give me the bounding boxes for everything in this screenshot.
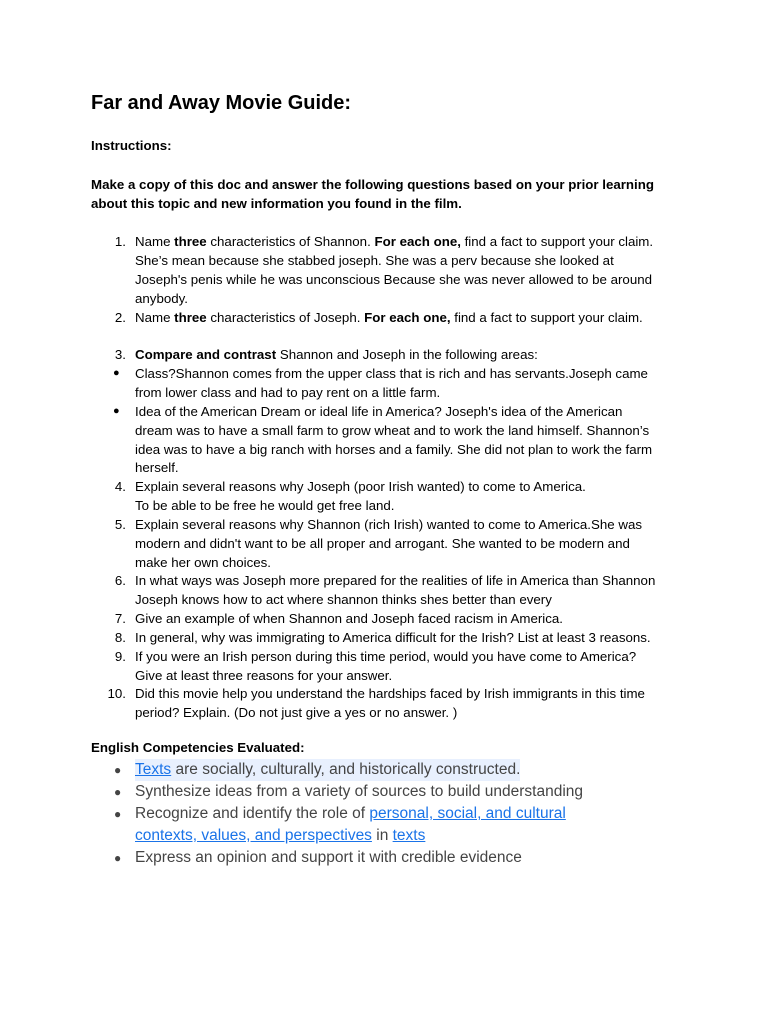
instructions-label: Instructions: xyxy=(91,138,172,153)
competency-3: Recognize and identify the role of personal, social, and cultural xyxy=(135,805,566,822)
question-number: 2. xyxy=(114,310,126,325)
question-7-text: Give an example of when Shannon and Joseph faced racism in America. xyxy=(135,611,563,626)
contexts-link-cont[interactable]: contexts, values, and perspectives xyxy=(135,827,372,844)
answer-line: Class?Shannon comes from the upper class that is rich and has servants.Joseph came xyxy=(135,366,648,381)
answer-line: Joseph knows how to act where shannon thinks shes better than every xyxy=(135,592,552,607)
question-number: 5. xyxy=(114,517,126,532)
answer-line: anybody. xyxy=(135,291,188,306)
question-number: 7. xyxy=(114,611,126,626)
answer-line: Joseph's penis while he was unconscious Because she was never allowed to be around xyxy=(135,272,653,287)
bullet-icon: ● xyxy=(114,763,122,777)
bullet-icon: ● xyxy=(113,405,120,417)
question-5-text: Explain several reasons why Shannon (rich Irish) wanted to come to America.She was xyxy=(135,517,643,532)
competency-3-cont: contexts, values, and perspectives in texts xyxy=(135,827,426,844)
page-title: Far and Away Movie Guide: xyxy=(91,92,352,114)
question-9-text-cont: Give at least three reasons for your answer. xyxy=(135,668,393,683)
question-number: 6. xyxy=(114,573,126,588)
bullet-icon: ● xyxy=(114,785,122,799)
competency-2: Synthesize ideas from a variety of sources to build understanding xyxy=(135,783,584,800)
question-number: 3. xyxy=(114,347,126,362)
question-2-text: Name three characteristics of Joseph. For each one, find a fact to support your claim. xyxy=(135,310,643,325)
question-6-text: In what ways was Joseph more prepared for the realities of life in America than Shannon xyxy=(135,573,656,588)
competency-1: Texts are socially, culturally, and historically constructed. xyxy=(135,759,520,781)
question-4-text: Explain several reasons why Joseph (poor Irish wanted) to come to America. xyxy=(135,479,586,494)
question-10-text-cont: period? Explain. (Do not just give a yes or no answer. ) xyxy=(135,705,458,720)
answer-line: modern and didn't want to be all proper and arrogant. She wanted to be modern and xyxy=(135,536,630,551)
intro-paragraph: Make a copy of this doc and answer the following questions based on your prior learning about this topic and new information you found in the film. xyxy=(91,177,654,211)
question-number: 8. xyxy=(114,630,126,645)
texts-link[interactable]: Texts xyxy=(135,761,172,778)
contexts-link[interactable]: personal, social, and cultural xyxy=(369,805,566,822)
bullet-icon: ● xyxy=(114,851,122,865)
question-number: 9. xyxy=(114,649,126,664)
answer-line: To be able to be free he would get free land. xyxy=(135,498,395,513)
question-10-text: Did this movie help you understand the hardships faced by Irish immigrants in this time xyxy=(135,686,645,701)
competency-4: Express an opinion and support it with credible evidence xyxy=(135,849,522,866)
answer-line: Idea of the American Dream or ideal life in America? Joseph's idea of the American xyxy=(135,404,623,419)
question-number: 10. xyxy=(107,686,126,701)
question-1-text: Name three characteristics of Shannon. For each one, find a fact to support your claim. xyxy=(135,234,654,249)
question-9-text: If you were an Irish person during this time period, would you have come to America? xyxy=(135,649,637,664)
question-number: 4. xyxy=(114,479,126,494)
answer-line: make her own choices. xyxy=(135,555,271,570)
answer-line: She’s mean because she stabbed joseph. She was a perv because she looked at xyxy=(135,253,614,268)
question-number: 1. xyxy=(114,234,126,249)
texts-link-2[interactable]: texts xyxy=(392,827,426,844)
bullet-icon: ● xyxy=(114,807,122,821)
answer-line: dream was to have a small farm to grow wheat and to work the land himself. Shannon’s xyxy=(135,423,650,438)
answer-line: idea was to have a big ranch with horses and a family. She did not plan to work the farm xyxy=(135,442,653,457)
answer-line: herself. xyxy=(135,460,179,475)
question-3-text: Compare and contrast Shannon and Joseph in the following areas: xyxy=(135,347,538,362)
question-8-text: In general, why was immigrating to America difficult for the Irish? List at least 3 reasons. xyxy=(135,630,651,645)
answer-line: from lower class and had to pay rent on a little farm. xyxy=(135,385,441,400)
bullet-icon: ● xyxy=(113,367,120,379)
competencies-label: English Competencies Evaluated: xyxy=(91,740,305,755)
